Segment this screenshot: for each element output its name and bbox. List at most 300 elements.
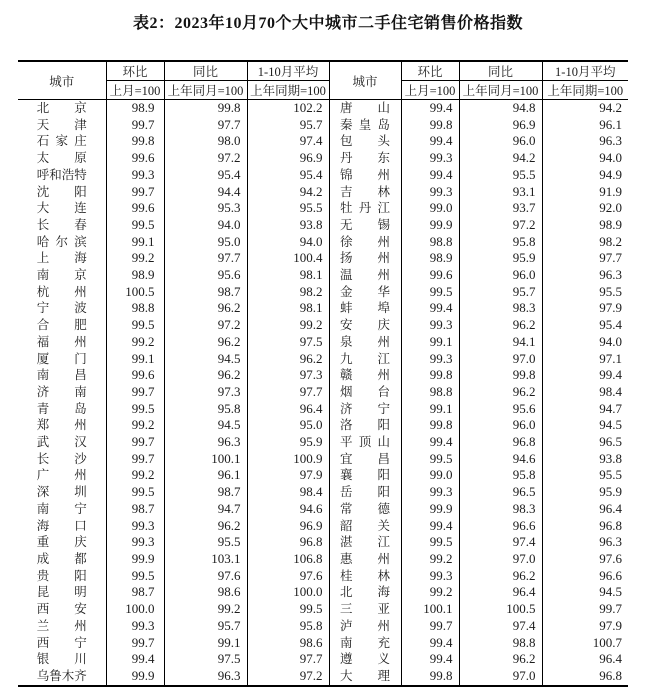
city-name: 九江 [340,351,390,366]
city-name: 泉州 [340,334,390,349]
city-name: 呼和浩特 [36,167,87,182]
yoy-cell-left: 95.0 [164,234,247,251]
mom-cell-left: 99.1 [106,234,164,251]
yoy-cell-right: 96.2 [459,384,542,401]
avg-cell-right: 98.9 [542,217,628,234]
mom-cell-left: 99.5 [106,484,164,501]
yoy-cell-right: 96.0 [459,133,542,150]
mom-cell-left: 98.8 [106,300,164,317]
city-name: 天津 [36,117,87,132]
mom-cell-right: 99.3 [401,351,459,368]
mom-cell-right: 99.3 [401,317,459,334]
header-mom-base-left: 上月=100 [106,81,164,100]
mom-cell-right: 99.4 [401,651,459,668]
mom-cell-right: 99.9 [401,501,459,518]
mom-cell-right: 99.2 [401,551,459,568]
city-cell-left [18,167,106,184]
avg-cell-left: 100.9 [247,451,329,468]
header-avg-base-right: 上年同期=100 [542,81,628,100]
table-header [18,61,628,100]
avg-cell-right: 96.4 [542,501,628,518]
avg-cell-left: 106.8 [247,551,329,568]
yoy-cell-left: 96.2 [164,334,247,351]
city-name: 合肥 [36,318,87,333]
yoy-cell-right: 99.8 [459,367,542,384]
city-name: 温州 [340,268,390,283]
avg-cell-right: 96.6 [542,568,628,585]
yoy-cell-right: 96.0 [459,267,542,284]
yoy-cell-left: 99.2 [164,601,247,618]
city-name: 赣州 [340,368,390,383]
city-name: 南昌 [36,368,87,383]
avg-cell-left: 95.8 [247,618,329,635]
avg-cell-left: 98.1 [247,267,329,284]
city-name: 济南 [36,384,87,399]
avg-cell-left: 97.6 [247,568,329,585]
city-name: 西宁 [36,635,87,650]
yoy-cell-left: 100.1 [164,451,247,468]
city-cell-left [18,417,106,434]
yoy-cell-left: 97.2 [164,150,247,167]
city-name: 扬州 [340,251,390,266]
mom-cell-right: 99.1 [401,401,459,418]
city-name: 重庆 [36,535,87,550]
table-row [18,434,628,451]
city-cell-left [18,317,106,334]
mom-cell-left: 99.7 [106,384,164,401]
city-cell-right [329,217,401,234]
city-cell-left [18,117,106,134]
mom-cell-left: 99.5 [106,568,164,585]
table-row [18,401,628,418]
city-name: 大连 [36,201,87,216]
avg-cell-left: 94.0 [247,234,329,251]
city-cell-left [18,284,106,301]
avg-cell-left: 95.0 [247,417,329,434]
yoy-cell-left: 95.3 [164,200,247,217]
mom-cell-right: 99.5 [401,451,459,468]
yoy-cell-left: 95.6 [164,267,247,284]
city-cell-right [329,300,401,317]
yoy-cell-right: 96.4 [459,584,542,601]
mom-cell-left: 98.7 [106,501,164,518]
avg-cell-right: 96.4 [542,651,628,668]
city-name: 牡丹江 [340,201,390,216]
header-yoy-right: 同比 [459,61,542,81]
city-name: 贵阳 [36,568,87,583]
yoy-cell-right: 95.6 [459,401,542,418]
city-name: 南宁 [36,501,87,516]
yoy-cell-right: 97.0 [459,551,542,568]
yoy-cell-left: 95.5 [164,534,247,551]
city-name: 海口 [36,518,87,533]
city-name: 常德 [340,501,390,516]
mom-cell-left: 99.6 [106,150,164,167]
city-name: 金华 [340,284,390,299]
header-row-bases [18,81,628,100]
mom-cell-right: 99.8 [401,117,459,134]
city-name: 安庆 [340,318,390,333]
yoy-cell-left: 95.4 [164,167,247,184]
table-row [18,417,628,434]
city-name: 吉林 [340,184,390,199]
table-row [18,668,628,686]
city-name: 乌鲁木齐 [36,668,87,683]
avg-cell-right: 97.6 [542,551,628,568]
avg-cell-left: 95.7 [247,117,329,134]
mom-cell-left: 99.9 [106,551,164,568]
table-row [18,584,628,601]
city-cell-left [18,100,106,117]
yoy-cell-left: 98.7 [164,484,247,501]
yoy-cell-left: 98.6 [164,584,247,601]
yoy-cell-right: 98.3 [459,300,542,317]
table-row [18,551,628,568]
city-cell-right [329,200,401,217]
yoy-cell-right: 100.5 [459,601,542,618]
city-cell-right [329,417,401,434]
table-row [18,568,628,585]
yoy-cell-left: 103.1 [164,551,247,568]
yoy-cell-left: 96.3 [164,668,247,686]
price-index-table [18,60,628,687]
header-mom-base-right: 上月=100 [401,81,459,100]
yoy-cell-left: 99.8 [164,100,247,117]
table-row [18,351,628,368]
yoy-cell-left: 94.0 [164,217,247,234]
mom-cell-left: 99.7 [106,184,164,201]
avg-cell-right: 96.8 [542,518,628,535]
header-avg-left: 1-10月平均 [247,61,329,81]
mom-cell-left: 99.2 [106,467,164,484]
mom-cell-right: 99.3 [401,484,459,501]
city-name: 厦门 [36,351,87,366]
avg-cell-left: 97.9 [247,467,329,484]
avg-cell-right: 96.3 [542,133,628,150]
avg-cell-right: 91.9 [542,184,628,201]
mom-cell-right: 99.6 [401,267,459,284]
city-name: 长沙 [36,451,87,466]
table-row [18,534,628,551]
avg-cell-right: 96.3 [542,534,628,551]
city-name: 宁波 [36,301,87,316]
avg-cell-right: 96.5 [542,434,628,451]
avg-cell-left: 98.4 [247,484,329,501]
city-cell-left [18,584,106,601]
avg-cell-right: 92.0 [542,200,628,217]
city-name: 沈阳 [36,184,87,199]
yoy-cell-right: 97.2 [459,217,542,234]
yoy-cell-left: 97.5 [164,651,247,668]
city-cell-left [18,501,106,518]
mom-cell-left: 99.6 [106,200,164,217]
city-cell-right [329,635,401,652]
city-name: 北京 [36,101,87,115]
avg-cell-right: 95.4 [542,317,628,334]
avg-cell-right: 97.9 [542,618,628,635]
table-row [18,250,628,267]
mom-cell-right: 99.4 [401,100,459,117]
mom-cell-right: 100.1 [401,601,459,618]
yoy-cell-left: 96.1 [164,467,247,484]
avg-cell-left: 96.2 [247,351,329,368]
yoy-cell-left: 94.5 [164,351,247,368]
mom-cell-right: 99.4 [401,167,459,184]
table-row [18,618,628,635]
city-cell-left [18,534,106,551]
city-cell-right [329,568,401,585]
yoy-cell-right: 95.7 [459,284,542,301]
city-cell-right [329,334,401,351]
avg-cell-left: 98.6 [247,635,329,652]
city-cell-left [18,334,106,351]
city-cell-right [329,117,401,134]
city-name: 南充 [340,635,390,650]
city-cell-left [18,401,106,418]
city-cell-right [329,518,401,535]
mom-cell-left: 98.9 [106,100,164,117]
avg-cell-left: 96.8 [247,534,329,551]
yoy-cell-right: 97.4 [459,534,542,551]
header-mom-right: 环比 [401,61,459,81]
yoy-cell-right: 96.8 [459,434,542,451]
avg-cell-left: 93.8 [247,217,329,234]
table-row [18,117,628,134]
city-cell-right [329,267,401,284]
yoy-cell-left: 96.3 [164,434,247,451]
city-cell-right [329,133,401,150]
city-cell-right [329,551,401,568]
mom-cell-right: 99.1 [401,334,459,351]
mom-cell-right: 99.7 [401,618,459,635]
yoy-cell-right: 96.0 [459,417,542,434]
city-name: 三亚 [340,602,390,617]
yoy-cell-right: 94.1 [459,334,542,351]
city-cell-left [18,618,106,635]
city-cell-left [18,551,106,568]
avg-cell-right: 97.7 [542,250,628,267]
city-cell-left [18,300,106,317]
city-cell-right [329,451,401,468]
avg-cell-left: 96.4 [247,401,329,418]
mom-cell-left: 99.8 [106,133,164,150]
header-row-groups [18,61,628,81]
city-cell-right [329,618,401,635]
avg-cell-left: 95.5 [247,200,329,217]
avg-cell-left: 97.2 [247,668,329,686]
city-name: 岳阳 [340,485,390,500]
avg-cell-left: 97.3 [247,367,329,384]
city-name: 太原 [36,151,87,166]
table-row [18,234,628,251]
avg-cell-right: 100.7 [542,635,628,652]
yoy-cell-left: 97.3 [164,384,247,401]
city-cell-right [329,467,401,484]
avg-cell-right: 94.9 [542,167,628,184]
yoy-cell-left: 95.8 [164,401,247,418]
city-cell-left [18,367,106,384]
city-name: 成都 [36,551,87,566]
avg-cell-right: 93.8 [542,451,628,468]
avg-cell-right: 97.9 [542,300,628,317]
mom-cell-left: 99.2 [106,334,164,351]
avg-cell-right: 96.8 [542,668,628,686]
table-row [18,601,628,618]
avg-cell-left: 94.6 [247,501,329,518]
mom-cell-right: 98.8 [401,384,459,401]
avg-cell-right: 96.1 [542,117,628,134]
avg-cell-right: 94.5 [542,584,628,601]
mom-cell-left: 99.3 [106,167,164,184]
city-cell-right [329,184,401,201]
avg-cell-left: 97.7 [247,384,329,401]
yoy-cell-right: 96.6 [459,518,542,535]
city-name: 蚌埠 [340,301,390,316]
mom-cell-right: 98.9 [401,250,459,267]
city-name: 包头 [340,134,390,149]
yoy-cell-left: 94.7 [164,501,247,518]
yoy-cell-left: 97.7 [164,117,247,134]
avg-cell-right: 99.7 [542,601,628,618]
city-cell-left [18,200,106,217]
avg-cell-left: 96.9 [247,150,329,167]
yoy-cell-right: 94.2 [459,150,542,167]
table-row [18,100,628,117]
city-cell-left [18,601,106,618]
yoy-cell-left: 94.4 [164,184,247,201]
avg-cell-left: 97.5 [247,334,329,351]
city-name: 青岛 [36,401,87,416]
table-row [18,484,628,501]
city-cell-left [18,351,106,368]
city-cell-right [329,401,401,418]
avg-cell-right: 94.0 [542,334,628,351]
city-cell-right [329,651,401,668]
mom-cell-left: 99.5 [106,401,164,418]
avg-cell-left: 95.9 [247,434,329,451]
mom-cell-right: 99.5 [401,284,459,301]
avg-cell-left: 97.4 [247,133,329,150]
city-name: 唐山 [340,101,390,115]
city-cell-right [329,484,401,501]
city-cell-left [18,484,106,501]
mom-cell-right: 99.0 [401,467,459,484]
avg-cell-right: 94.2 [542,100,628,117]
city-cell-left [18,234,106,251]
table-row [18,384,628,401]
city-name: 洛阳 [340,418,390,433]
city-cell-right [329,351,401,368]
city-cell-left [18,184,106,201]
mom-cell-right: 99.4 [401,635,459,652]
avg-cell-right: 96.3 [542,267,628,284]
city-cell-right [329,434,401,451]
table-row [18,150,628,167]
city-name: 西安 [36,602,87,617]
avg-cell-left: 102.2 [247,100,329,117]
table-row [18,518,628,535]
table-row [18,267,628,284]
city-cell-left [18,668,106,686]
city-name: 广州 [36,468,87,483]
header-yoy-base-left: 上年同月=100 [164,81,247,100]
yoy-cell-right: 93.1 [459,184,542,201]
city-name: 锦州 [340,167,390,182]
yoy-cell-left: 98.0 [164,133,247,150]
table-row [18,334,628,351]
mom-cell-right: 99.8 [401,417,459,434]
city-cell-right [329,601,401,618]
mom-cell-left: 99.2 [106,250,164,267]
mom-cell-right: 99.4 [401,518,459,535]
yoy-cell-right: 94.8 [459,100,542,117]
table-row [18,367,628,384]
city-name: 徐州 [340,234,390,249]
city-cell-left [18,434,106,451]
table-row [18,300,628,317]
city-cell-left [18,518,106,535]
city-cell-right [329,367,401,384]
avg-cell-right: 99.4 [542,367,628,384]
mom-cell-right: 99.4 [401,133,459,150]
city-name: 秦皇岛 [340,117,390,132]
yoy-cell-right: 97.0 [459,668,542,686]
city-name: 湛江 [340,535,390,550]
mom-cell-left: 100.5 [106,284,164,301]
avg-cell-left: 99.5 [247,601,329,618]
city-name: 哈尔滨 [36,234,87,249]
yoy-cell-right: 95.9 [459,250,542,267]
table-row [18,200,628,217]
city-cell-right [329,584,401,601]
avg-cell-left: 97.7 [247,651,329,668]
yoy-cell-right: 96.5 [459,484,542,501]
yoy-cell-left: 96.2 [164,367,247,384]
yoy-cell-right: 96.2 [459,317,542,334]
avg-cell-left: 99.2 [247,317,329,334]
mom-cell-left: 99.7 [106,635,164,652]
city-name: 深圳 [36,485,87,500]
mom-cell-left: 99.7 [106,451,164,468]
mom-cell-right: 99.3 [401,568,459,585]
city-cell-left [18,150,106,167]
mom-cell-left: 99.4 [106,651,164,668]
yoy-cell-left: 96.2 [164,518,247,535]
avg-cell-right: 94.5 [542,417,628,434]
yoy-cell-right: 95.8 [459,234,542,251]
yoy-cell-right: 97.0 [459,351,542,368]
yoy-cell-right: 97.4 [459,618,542,635]
avg-cell-right: 94.0 [542,150,628,167]
yoy-cell-left: 99.1 [164,635,247,652]
yoy-cell-right: 94.6 [459,451,542,468]
yoy-cell-right: 95.5 [459,167,542,184]
city-cell-right [329,384,401,401]
avg-cell-right: 95.5 [542,284,628,301]
city-name: 上海 [36,251,87,266]
mom-cell-left: 99.6 [106,367,164,384]
city-name: 丹东 [340,151,390,166]
mom-cell-right: 99.3 [401,150,459,167]
table-row [18,651,628,668]
table-row [18,467,628,484]
city-cell-right [329,100,401,117]
city-cell-right [329,234,401,251]
yoy-cell-right: 98.3 [459,501,542,518]
table-row [18,635,628,652]
city-cell-right [329,501,401,518]
city-cell-right [329,534,401,551]
